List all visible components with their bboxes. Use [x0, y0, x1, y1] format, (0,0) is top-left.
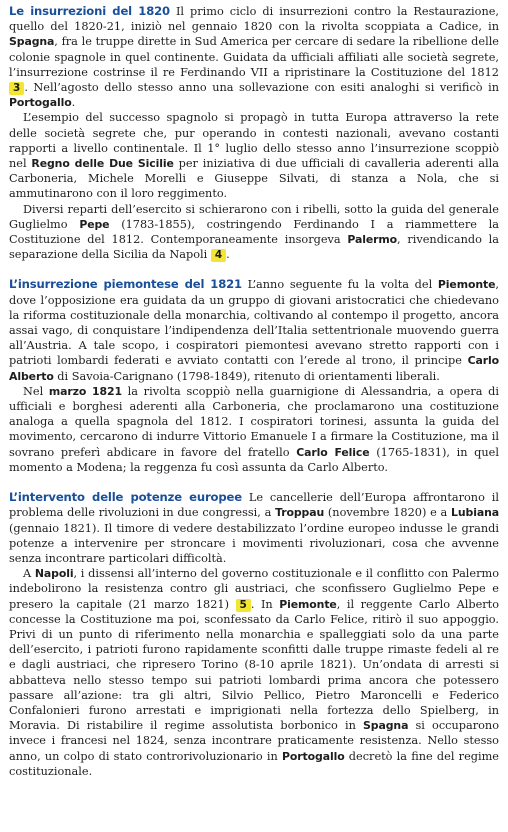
- figure-reference-badge: 3: [9, 82, 24, 95]
- section-heading: Le insurrezioni del 1820: [9, 4, 170, 18]
- text-run: (novembre 1820) e a: [324, 506, 451, 520]
- text-run: .: [71, 96, 76, 110]
- section-intervento-potenze-europee: [9, 490, 499, 779]
- paragraph: [9, 202, 499, 263]
- text-run: , il reggente Carlo Alberto concesse la Costituzione ma poi, sconfessato da Carlo Felice, ritirò il suo appoggio. Privi di un punto di riferimento nella monarchia e spalleggiati solo da una parte dell’esercito, i patrioti furono rapidamente sconfitti dalle truppe rimaste fedeli al re e dagli austriaci, che ripresero Torino (8-10 aprile 1821). Un’ondata di arresti si abbatteva nello stesso tempo sui patrioti lombardi prima ancora che potessero passare all’azione: tra gli altri, Silvio Pellico, Pietro Maroncelli e Federico Confalonieri furono arrestati e imprigionati nella fortezza dello Spielberg, in Moravia. Di ristabilire il regime assolutista borbonico in: [9, 597, 499, 733]
- text-run: (gennaio 1821). Il timore di vedere destabilizzato l’ordine europeo indusse le grandi potenze a intervenire per stroncare i movimenti rivoluzionari, cosa che avvenne senza incontrare particolari difficoltà.: [9, 521, 499, 565]
- text-run: decretò la fine del regime costituzionale.: [9, 749, 499, 778]
- text-run: Le cancellerie dell’Europa affrontarono il problema delle rivoluzioni in due congressi, a: [9, 491, 500, 520]
- text-run: A: [23, 567, 35, 581]
- text-run: . Nell’agosto dello stesso anno una sollevazione con esiti analoghi si verificò in: [24, 81, 499, 95]
- keyword: marzo 1821: [48, 384, 122, 398]
- text-run: (1783-1855), costringendo Ferdinando I a riammettere la Costituzione del 1812. Contemporaneamente insorgeva: [9, 217, 499, 247]
- text-run: , rivendicando la separazione della Sicilia da Napoli: [9, 233, 499, 262]
- figure-reference-badge: 4: [211, 249, 226, 262]
- text-run: Diversi reparti dell’esercito si schierarono con i ribelli, sotto la guida del generale Guglielmo: [9, 202, 499, 231]
- keyword: Pepe: [79, 217, 110, 231]
- text-run: L’esempio del successo spagnolo si propagò in tutta Europa attraverso la rete delle società segrete che, pur operando in contesti nazionali, avevano costanti rapporti a livello continentale. Il 1° luglio dello stesso anno l’insurrezione scoppiò nel: [9, 111, 499, 171]
- text-run: Il primo ciclo di insurrezioni contro la Restaurazione, quello del 1820-21, iniziò nel gennaio 1820 con la rivolta scoppiata a Cadice, in: [9, 5, 500, 34]
- keyword: Napoli: [34, 567, 74, 581]
- figure-reference-badge: 5: [236, 599, 251, 612]
- paragraph: [9, 277, 499, 383]
- section-insurrezione-piemontese-1821: [9, 277, 499, 475]
- keyword: Spagna: [9, 35, 55, 49]
- text-run: la rivolta scoppiò nella guarnigione di Alessandria, a opera di ufficiali e borghesi aderenti alla Carboneria, che proclamarono una costituzione analoga a quella spagnola del 1812. I cospiratori torinesi, assunta la guida del movimento, cercarono di indurre Vittorio Emanuele I a firmare la Costituzione, ma il sovrano preferì abdicare in favore del fratello: [9, 384, 499, 459]
- paragraph: [9, 566, 499, 779]
- text-run: (1765-1831), in quel momento a Modena; la reggenza fu così assunta da Carlo Alberto.: [9, 445, 499, 474]
- keyword: Portogallo: [281, 749, 345, 763]
- text-run: . In: [250, 597, 280, 611]
- paragraph: [9, 4, 499, 110]
- text-run: .: [226, 248, 230, 262]
- text-run: per iniziativa di due ufficiali di cavalleria aderenti alla Carboneria, Michele Morelli e Giuseppe Silvati, di stanza a Nola, che si ammutinarono con il loro reggimento.: [9, 157, 499, 201]
- keyword: Troppau: [275, 506, 325, 520]
- keyword: Spagna: [363, 719, 409, 733]
- section-insurrezioni-1820: [9, 4, 499, 262]
- text-run: Nel: [23, 384, 49, 398]
- text-run: L’anno seguente fu la volta del: [247, 278, 438, 292]
- text-run: si occuparono invece i francesi nel 1824, senza incontrare praticamente resistenza. Nello stesso anno, un colpo di stato controrivoluzionario in: [9, 719, 499, 763]
- paragraph-body: [9, 5, 499, 109]
- text-run: di Savoia-Carignano (1798-1849), ritenuto di orientamenti liberali.: [53, 369, 440, 383]
- text-run: , i dissensi all’interno del governo costituzionale e il conflitto con Palermo indebolirono la resistenza contro gli austriaci, che sconfissero Guglielmo Pepe e presero la capitale (21 marzo 1821): [9, 567, 500, 611]
- paragraph: [9, 110, 499, 201]
- text-run: , dove l’opposizione era guidata da un gruppo di giovani aristocratici che chiedevano la riforma costituzionale della monarchia, coltivando al contempo il progetto, ancora assai vago, di conquistare l’indipendenza dell’Italia settentrionale muovendo guerra all’Austria. A tale scopo, i cospiratori piemontesi avevano stretto rapporti con i patrioti lombardi federati e avviato contatti con l’erede al trono, il principe: [9, 278, 499, 368]
- paragraph: [9, 490, 499, 566]
- keyword: Carlo Felice: [296, 445, 370, 459]
- keyword: Lubiana: [451, 506, 499, 520]
- text-run: , fra le truppe dirette in Sud America per cercare di sedare la ribellione delle colonie spagnole in quel continente. Guidata da ufficiali affiliati alle società segrete, l’insurrezione costrinse il re Ferdinando VII a ripristinare la Costituzione del 1812: [9, 35, 499, 79]
- paragraph-body: [9, 278, 499, 382]
- section-heading: L’intervento delle potenze europee: [9, 490, 242, 505]
- section-heading: L’insurrezione piemontese del 1821: [9, 277, 242, 292]
- keyword: Piemonte: [437, 278, 496, 292]
- paragraph: [9, 384, 499, 475]
- keyword: Portogallo: [9, 96, 72, 110]
- keyword: Carlo Alberto: [9, 354, 499, 383]
- keyword: Regno delle Due Sicilie: [31, 157, 174, 171]
- keyword: Palermo: [347, 233, 398, 247]
- keyword: Piemonte: [279, 597, 337, 611]
